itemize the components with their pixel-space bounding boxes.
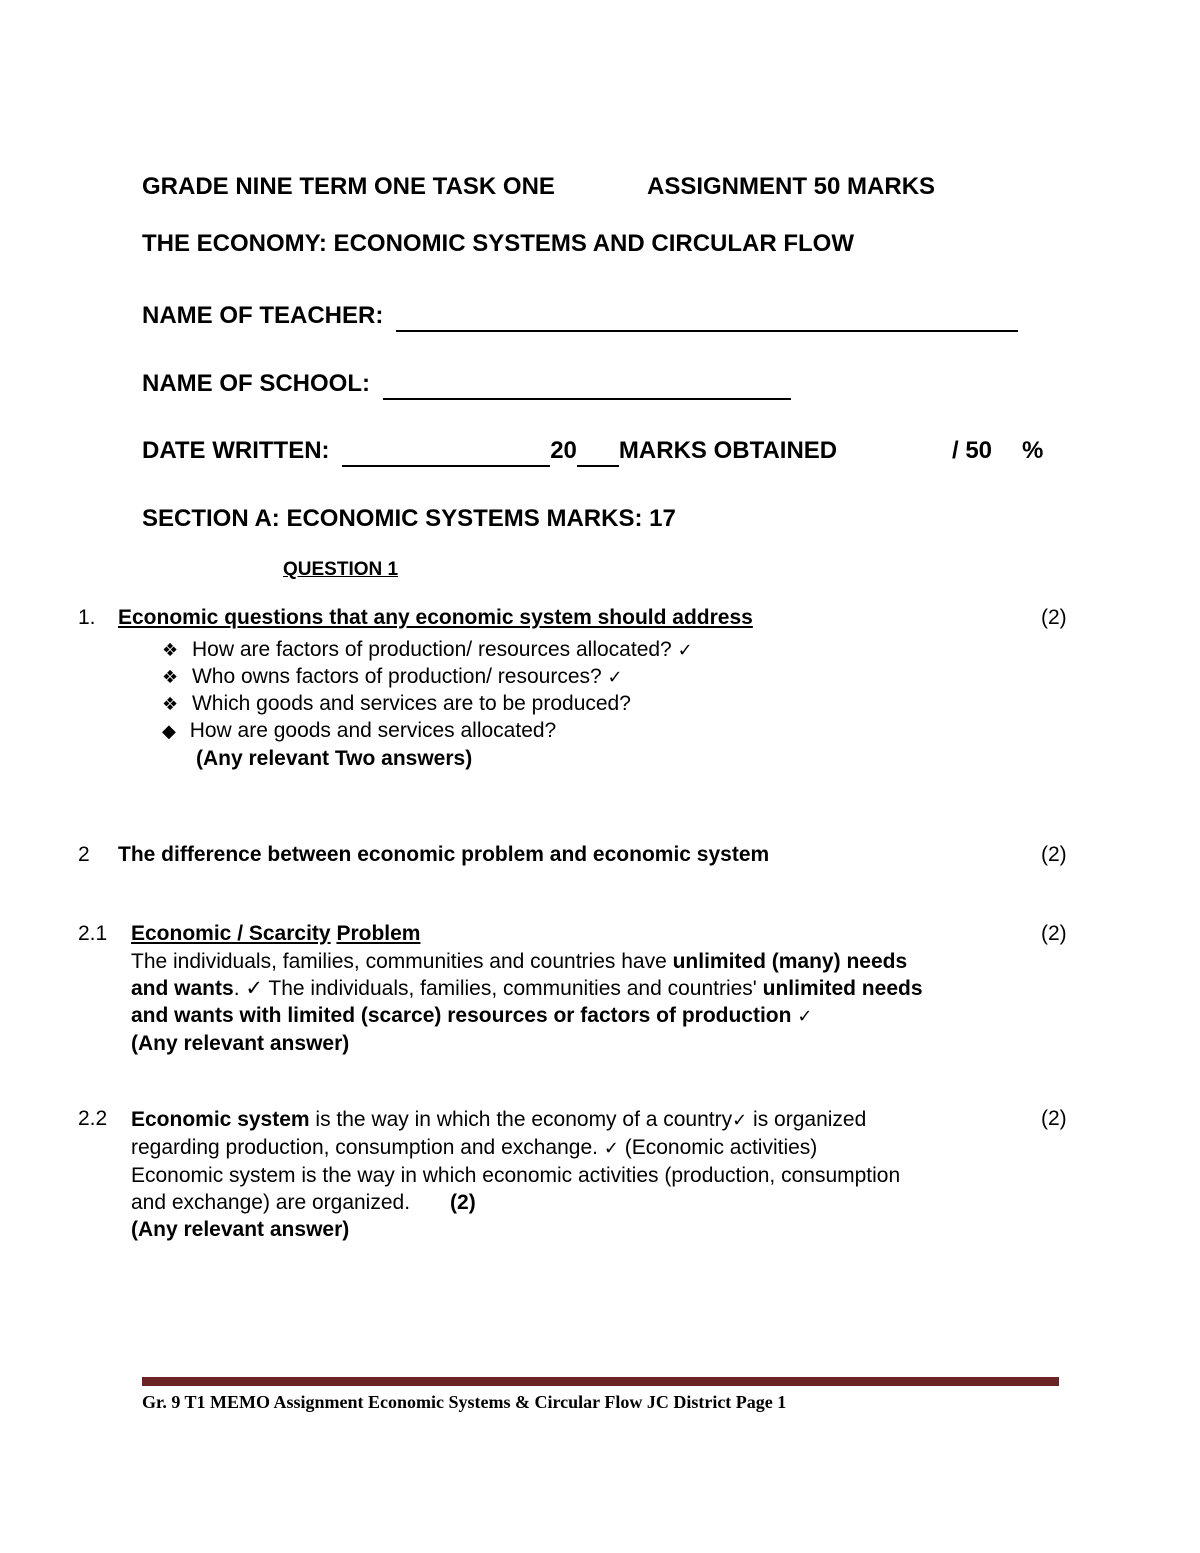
q22-line4-marks: (2)	[450, 1191, 476, 1214]
q1-bullet-2	[162, 665, 623, 689]
q2-marks: (2)	[1041, 843, 1067, 866]
percent-sign: %	[1022, 437, 1044, 464]
date-label: DATE WRITTEN:	[142, 437, 330, 464]
q1-note: (Any relevant Two answers)	[196, 747, 473, 770]
q1-bullet-4	[162, 719, 556, 743]
q21-number: 2.1	[78, 922, 108, 945]
q21-answer	[131, 948, 923, 1057]
q22-term: Economic system	[131, 1108, 310, 1131]
school-label: NAME OF SCHOOL:	[142, 370, 370, 397]
bullet-text: Which goods and services are to be produced?	[191, 692, 631, 715]
question-heading: QUESTION 1	[283, 559, 399, 580]
bullet-text: How are factors of production/ resources allocated?	[191, 638, 672, 661]
footer-rule	[142, 1377, 1059, 1386]
bullet-icon: ❖	[162, 640, 179, 661]
q21-heading-b: Problem	[336, 922, 421, 945]
q1-number: 1.	[78, 606, 96, 629]
marks-total: / 50	[952, 437, 993, 464]
title-left: GRADE NINE TERM ONE TASK ONE	[142, 173, 555, 200]
subtitle: THE ECONOMY: ECONOMIC SYSTEMS AND CIRCULAR FLOW	[142, 230, 854, 257]
tick-icon: ✓	[607, 667, 623, 688]
q21-line2-text: . ✓ The individuals, families, communities and countries'	[233, 977, 763, 1000]
q22-line2-a: regarding production, consumption and exchange.	[131, 1136, 604, 1159]
tick-icon: ✓	[603, 1138, 619, 1159]
bullet-icon: ❖	[162, 667, 179, 688]
q1-marks: (2)	[1041, 606, 1067, 629]
tick-icon: ✓	[732, 1110, 748, 1131]
q1-bullet-3	[162, 692, 631, 716]
q1-heading: Economic questions that any economic system should address	[118, 606, 753, 629]
q21-line2-bold: and wants	[131, 977, 234, 1000]
q22-answer	[131, 1106, 900, 1243]
bullet-text: How are goods and services allocated?	[189, 719, 557, 742]
q2-number: 2	[78, 843, 90, 866]
school-row	[142, 370, 791, 400]
teacher-row	[142, 302, 1018, 332]
q22-line3: Economic system is the way in which economic activities (production, consumption	[131, 1164, 901, 1187]
q21-note: (Any relevant answer)	[131, 1032, 350, 1055]
q21-heading-a: Economic / Scarcity	[131, 922, 331, 945]
teacher-blank[interactable]	[396, 302, 1018, 332]
q21-line1-bold: unlimited (many) needs	[672, 950, 908, 973]
bullet-text: Who owns factors of production/ resources?	[191, 665, 602, 688]
teacher-label: NAME OF TEACHER:	[142, 302, 384, 329]
tick-icon: ✓	[797, 1006, 813, 1027]
q21-line2-bold2: unlimited needs	[762, 977, 923, 1000]
date-year: 20	[550, 437, 577, 464]
tick-icon: ✓	[677, 640, 693, 661]
q22-line1-a: is the way in which the economy of a country	[309, 1108, 733, 1131]
date-row	[142, 437, 837, 467]
q1-bullet-1	[162, 638, 693, 662]
school-blank[interactable]	[383, 370, 791, 400]
q22-marks: (2)	[1041, 1107, 1067, 1130]
q21-marks: (2)	[1041, 922, 1067, 945]
title-right: ASSIGNMENT 50 MARKS	[647, 173, 936, 200]
q21-heading	[131, 922, 420, 946]
q22-note: (Any relevant answer)	[131, 1218, 350, 1241]
section-heading: SECTION A: ECONOMIC SYSTEMS MARKS: 17	[142, 505, 676, 532]
q22-line1-b: is organized	[747, 1108, 867, 1131]
date-year-blank[interactable]	[577, 437, 619, 467]
footer-text: Gr. 9 T1 MEMO Assignment Economic Systems & Circular Flow JC District Page 1	[142, 1392, 787, 1412]
marks-label: MARKS OBTAINED	[618, 437, 838, 464]
date-blank[interactable]	[342, 437, 550, 467]
bullet-icon: ❖	[162, 694, 179, 715]
diamond-bullet-icon: ◆	[162, 721, 176, 742]
q2-heading: The difference between economic problem and economic system	[118, 843, 770, 866]
q22-line2-b: (Economic activities)	[618, 1136, 818, 1159]
q22-number: 2.2	[78, 1107, 108, 1130]
q21-line3-bold: and wants with limited (scarce) resources or factors of production	[131, 1004, 792, 1027]
q22-line4: and exchange) are organized.	[131, 1191, 411, 1214]
q21-line1-text: The individuals, families, communities and countries have	[131, 950, 673, 973]
